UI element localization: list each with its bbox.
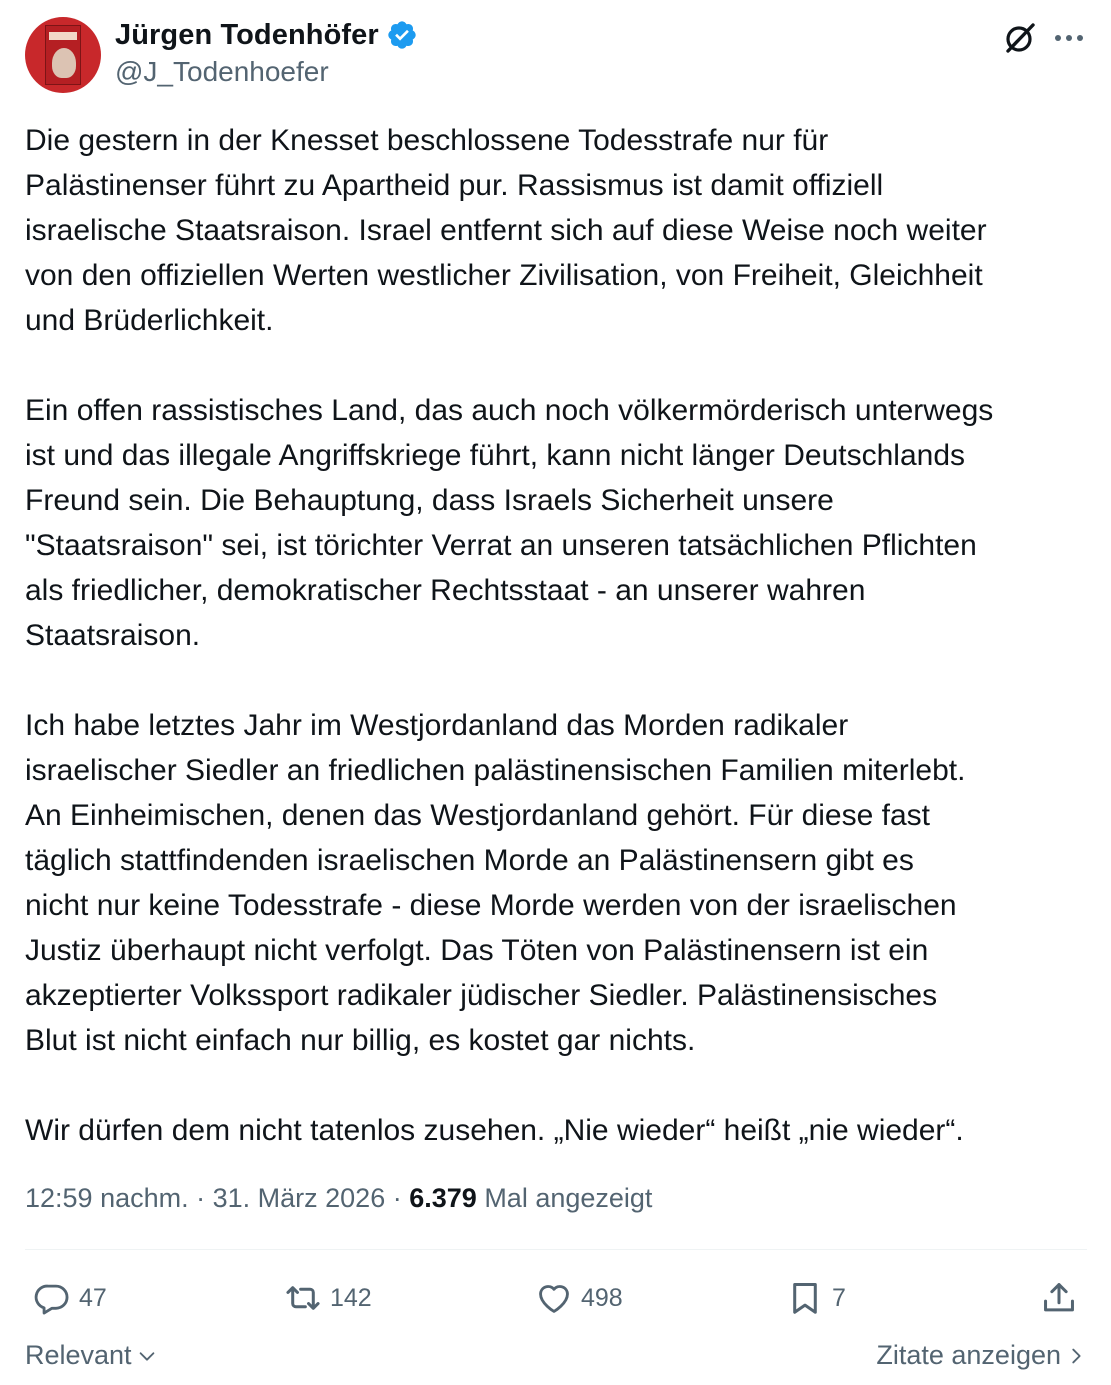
more-icon[interactable] [1052,24,1086,52]
share-icon [1040,1279,1078,1317]
meta-separator: · [385,1183,410,1213]
avatar[interactable] [25,17,101,93]
divider [25,1249,1087,1250]
bookmark-count: 7 [832,1283,846,1312]
replies-footer [25,1340,1087,1371]
share-button[interactable] [1040,1272,1078,1324]
tweet-text: Die gestern in der Knesset beschlossene Todesstrafe nur für Palästinenser führt zu Apartheid pur. Rassismus ist damit offiziell israelische Staatsraison. Israel entfernt sich auf diese Weise noch weiter von den offiziellen Werten westlicher Zivilisation, von Freiheit, Gleichheit und Brüderlichkeit. Ein offen rassistisches Land, das auch noch völkermörderisch unterwegs ist und das illegale Angriffskriege führt, kann nicht länger Deutschlands Freund sein. Die Behauptung, dass Israels Sicherheit unsere "Staatsraison" sei, ist törichter Verrat an unseren tatsächlichen Pflichten als friedlicher, demokratischer Rechtsstaat - an unserer wahren Staatsraison. Ich habe letztes Jahr im Westjordanland das Morden radikaler israelischer Siedler an friedlichen palästinensischen Familien miterlebt. An Einheimischen, denen das Westjordanland gehört. Für diese fast täglich stattfindenden israelischen Morde an Palästinensern gibt es nicht nur keine Todesstrafe - diese Morde werden von der israelischen Justiz überhaupt nicht verfolgt. Das Töten von Palästinensern ist ein akzeptierter Volkssport radikaler jüdischer Siedler. Palästinensisches Blut ist nicht einfach nur billig, es kostet gar nichts. Wir dürfen dem nicht tatenlos zusehen. „Nie wieder“ heißt „nie wieder“. [25,124,994,1147]
sort-dropdown[interactable] [25,1340,158,1371]
repost-icon [284,1279,322,1317]
meta-separator: · [188,1183,213,1213]
author-info [115,18,418,88]
handle[interactable]: @J_Todenhoefer [115,56,329,87]
tweet-time[interactable]: 12:59 nachm. [25,1183,189,1213]
chevron-down-icon [136,1345,158,1367]
repost-button[interactable] [284,1272,372,1324]
reply-count: 47 [79,1283,107,1312]
verified-badge-icon[interactable] [386,19,418,51]
tweet-date[interactable]: 31. März 2026 [212,1183,386,1213]
views-label: Mal angezeigt [484,1183,653,1213]
like-button[interactable] [535,1272,623,1324]
repost-count: 142 [330,1283,372,1312]
action-bar [0,1272,1111,1324]
display-name[interactable]: Jürgen Todenhöfer [115,18,379,51]
views-count: 6.379 [409,1183,477,1213]
heart-icon [535,1279,573,1317]
reply-icon [33,1279,71,1317]
chevron-right-icon [1065,1345,1087,1367]
view-quotes-link[interactable] [876,1340,1087,1371]
reply-button[interactable] [33,1272,107,1324]
bookmark-button[interactable] [786,1272,846,1324]
quotes-label: Zitate anzeigen [876,1340,1061,1370]
bookmark-icon [786,1279,824,1317]
sort-label: Relevant [25,1340,132,1370]
tweet-meta [25,1183,652,1214]
like-count: 498 [581,1283,623,1312]
avatar-book-cover [45,25,81,85]
grok-icon[interactable] [1002,20,1038,56]
